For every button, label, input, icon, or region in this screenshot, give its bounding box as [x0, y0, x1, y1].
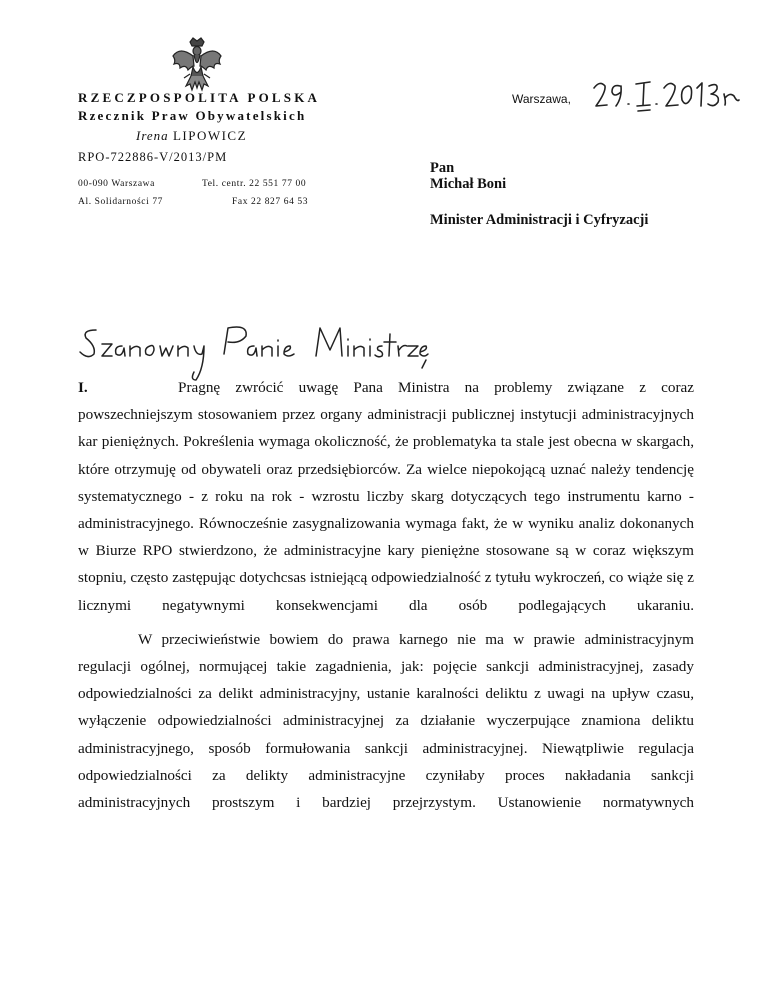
organization-name: RZECZPOSPOLITA POLSKA	[78, 90, 321, 105]
sender-name	[136, 128, 247, 144]
recipient-position: Minister Administracji i Cyfryzacji	[430, 212, 649, 228]
recipient-title: Pan	[430, 160, 455, 176]
handwritten-date	[592, 74, 742, 114]
section-number: I.	[78, 379, 88, 396]
letter-body	[78, 374, 694, 816]
postal-address: 00-090 Warszawa	[78, 179, 155, 189]
sender-last-name: LIPOWICZ	[172, 128, 248, 143]
eagle-emblem-icon	[170, 36, 224, 92]
recipient-name: Michał Boni	[430, 176, 507, 192]
sender-first-name: Irena	[136, 128, 169, 143]
reference-number: RPO-722886-V/2013/PM	[78, 150, 228, 164]
street-address: Al. Solidarności 77	[78, 197, 164, 207]
paragraph-1	[78, 374, 694, 619]
paragraph-2	[78, 626, 694, 816]
paragraph-1-text: Pragnę zwrócić uwagę Pana Ministra na problemy związane z coraz powszechniejszym stosowaniem przez organy administracji publicznej instytucji administracyjnych kar pieniężnych. Pokreślenia wymaga okoliczność, że problematyka ta stale jest obecna w skargach, które otrzymuję od obywateli oraz przedsiębiorców. Za wielce niepokojącą uznać należy tendencję systematycznego - z roku na rok - wzrostu liczby skarg dotyczących tego instrumentu karno - administracyjnego. Równocześnie zasygnalizowania wymaga fakt, że w wyniku analiz dokonanych w Biurze RPO stwierdzono, że administracyjne kary pieniężne stosowane są w coraz większym stopniu, często zastępując dotychcsas istniejącą odpowiedzialność z tytułu wykroczeń, co wiąże się z licznymi negatywnymi konsekwencjami dla osób podlegających ukaraniu.	[78, 379, 694, 614]
organization-office: Rzecznik Praw Obywatelskich	[78, 108, 307, 123]
fax-number: Fax 22 827 64 53	[232, 197, 309, 207]
phone-number: Tel. centr. 22 551 77 00	[202, 179, 307, 189]
letter-place: Warszawa,	[512, 92, 571, 106]
paragraph-2-text: W przeciwieństwie bowiem do prawa karnego nie ma w prawie administracyjnym regulacji ogólnej, normującej takie zagadnienia, jak: pojęcie sankcji administracyjnej, zasady odpowiedzialności za delikt administracyjny, ustanie karalności deliktu z uwagi na upływ czasu, wyłączenie odpowiedzialności administracyjnej za działanie wyczerpujące znamiona deliktu administracyjnego, sposób formułowania sankcji administracyjnej. Niewątpliwie regulacja odpowiedzialności za delikty administracyjne czyniłaby proces nakładania sankcji administracyjnych prostszym i bardziej przejrzystym. Ustanowienie normatywnych	[78, 630, 694, 812]
